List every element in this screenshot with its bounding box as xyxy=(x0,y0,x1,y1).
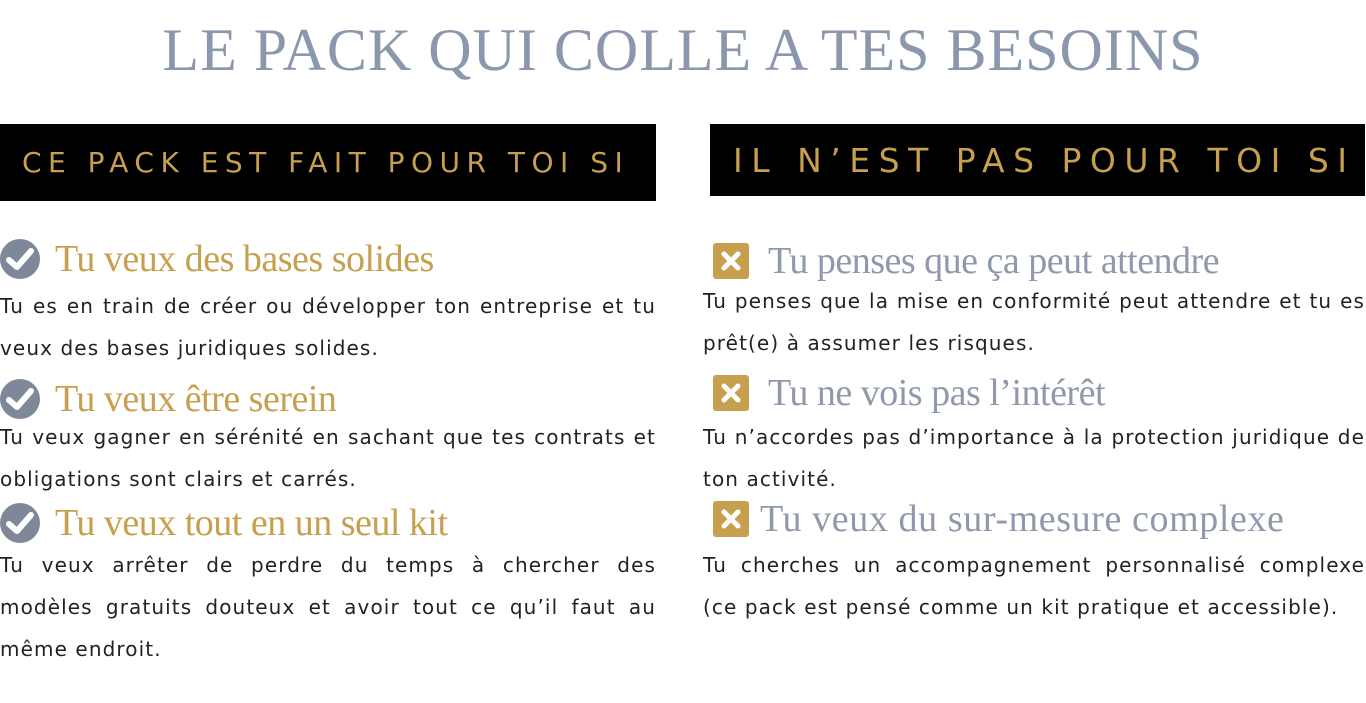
banner-for-you xyxy=(0,124,656,201)
page-title: LE PACK QUI COLLE A TES BESOINS xyxy=(162,17,1204,83)
not-for-you-item-text: Tu cherches un accompagnement personnalisé complexe (ce pack est pensé comme un kit pratique et accessible). xyxy=(703,553,1365,619)
check-circle-icon xyxy=(0,503,40,543)
not-for-you-item-title: Tu penses que ça peut attendre xyxy=(768,240,1220,282)
not-for-you-item-title: Tu veux du sur-mesure complexe xyxy=(760,498,1285,540)
for-you-item-text: Tu veux arrêter de perdre du temps à chercher des modèles gratuits douteux et avoir tout ce qu’il faut au même endroit. xyxy=(0,553,656,661)
for-you-item-heading xyxy=(0,377,336,421)
not-for-you-item-text: Tu penses que la mise en conformité peut attendre et tu es prêt(e) à assumer les risques. xyxy=(703,289,1365,355)
for-you-item-heading xyxy=(0,237,434,281)
banner-not-for-you xyxy=(710,124,1365,196)
x-square-icon xyxy=(713,243,749,279)
not-for-you-item-heading xyxy=(713,497,1285,541)
for-you-item-text: Tu es en train de créer ou développer ton entreprise et tu veux des bases juridiques solides. xyxy=(0,294,656,360)
x-square-icon xyxy=(713,375,749,411)
for-you-item-text: Tu veux gagner en sérénité en sachant que tes contrats et obligations sont clairs et carrés. xyxy=(0,425,656,491)
check-circle-icon xyxy=(0,379,40,419)
x-square-icon xyxy=(713,501,749,537)
not-for-you-item-heading xyxy=(713,371,1105,415)
for-you-item-title: Tu veux des bases solides xyxy=(55,238,434,280)
banner-not-for-you-label: IL N’EST PAS POUR TOI SI xyxy=(733,140,1356,180)
check-circle-icon xyxy=(0,239,40,279)
not-for-you-item-heading xyxy=(713,239,1219,283)
banner-for-you-label: CE PACK EST FAIT POUR TOI SI xyxy=(22,146,630,179)
not-for-you-item-title: Tu ne vois pas l’intérêt xyxy=(768,372,1106,414)
for-you-item-heading xyxy=(0,501,448,545)
not-for-you-item-text: Tu n’accordes pas d’importance à la protection juridique de ton activité. xyxy=(703,425,1365,491)
for-you-item-title: Tu veux être serein xyxy=(55,378,337,420)
for-you-item-title: Tu veux tout en un seul kit xyxy=(55,502,448,544)
